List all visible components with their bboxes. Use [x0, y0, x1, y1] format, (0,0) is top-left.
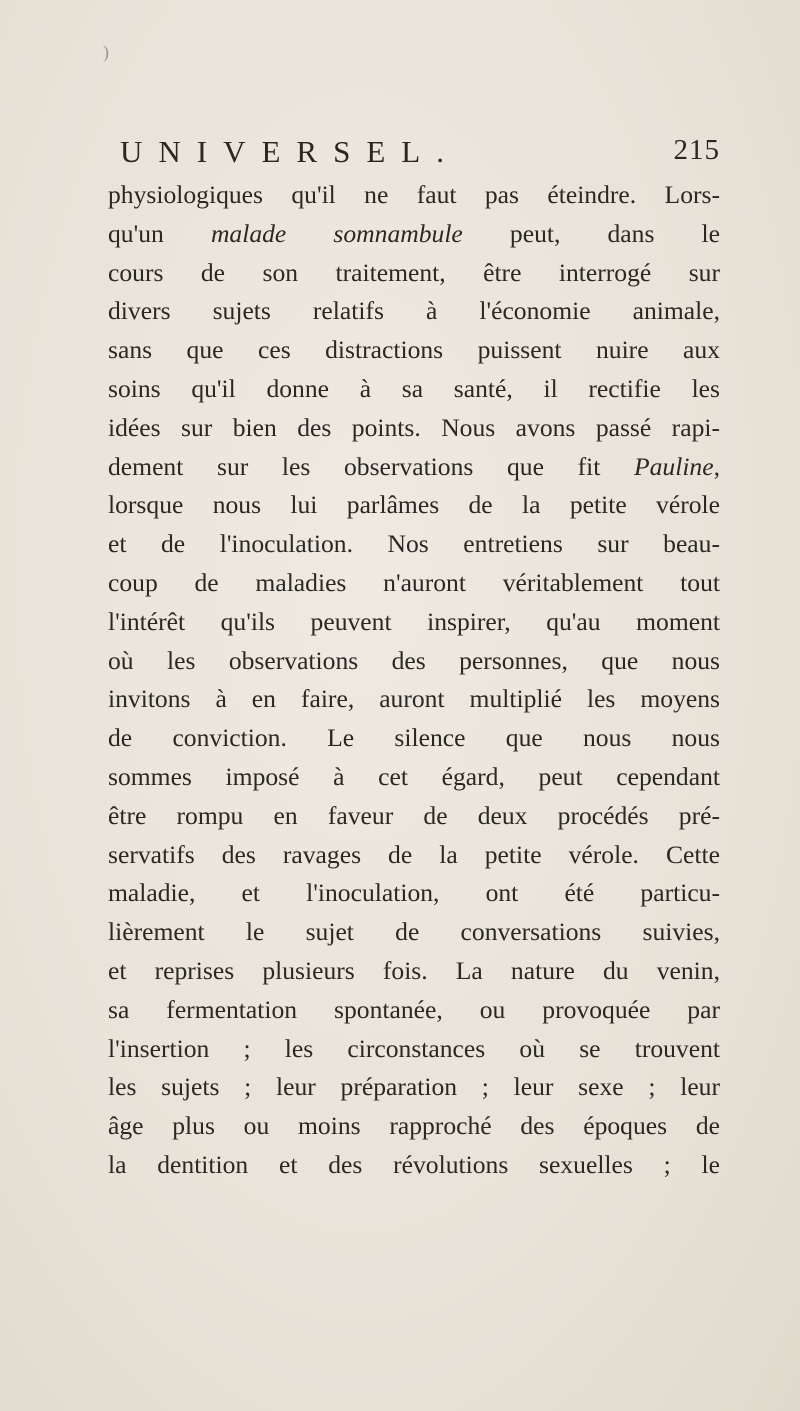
text-line: coup de maladies n'auront véritablement tout: [108, 567, 720, 597]
page-blemish: ): [103, 42, 109, 62]
text-line: et de l'inoculation. Nos entretiens sur beau-: [108, 529, 720, 559]
text-line: idées sur bien des points. Nous avons passé rapi-: [108, 412, 720, 442]
text-line: sa fermentation spontanée, ou provoquée par: [108, 994, 720, 1024]
text-line: et reprises plusieurs fois. La nature du venin,: [108, 955, 720, 985]
text-line: âge plus ou moins rapproché des époques de: [108, 1111, 720, 1141]
running-head: UNIVERSEL.: [120, 134, 460, 169]
text-line: l'intérêt qu'ils peuvent inspirer, qu'au moment: [108, 606, 720, 636]
text-line: être rompu en faveur de deux procédés pré-: [108, 800, 720, 830]
text-line: sommes imposé à cet égard, peut cependant: [108, 761, 720, 791]
italic-text: malade somnambule: [210, 218, 463, 248]
text-line: dement sur les observations que fit Pauline,: [108, 451, 720, 481]
text-line: lièrement le sujet de conversations suivies,: [108, 917, 720, 947]
text-line: servatifs des ravages de la petite vérole. Cette: [108, 839, 720, 869]
text-line: cours de son traitement, être interrogé sur: [108, 257, 720, 287]
text-line: où les observations des personnes, que nous: [108, 645, 720, 675]
text-line: divers sujets relatifs à l'économie animale,: [108, 296, 720, 326]
page-number: 215: [673, 134, 720, 166]
text-line: soins qu'il donne à sa santé, il rectifie les: [108, 373, 720, 403]
text-line: qu'un malade somnambule peut, dans le: [108, 218, 721, 248]
text-line: les sujets ; leur préparation ; leur sexe ; leur: [108, 1072, 720, 1102]
text-line: physiologiques qu'il ne faut pas éteindre. Lors-: [108, 180, 720, 209]
italic-text: Pauline: [633, 451, 714, 481]
text-line: l'insertion ; les circonstances où se trouvent: [108, 1033, 720, 1063]
text-line: sans que ces distractions puissent nuire aux: [108, 335, 720, 365]
text-line: maladie, et l'inoculation, ont été particu-: [108, 878, 720, 908]
page-header: [120, 134, 720, 174]
body-text: [108, 176, 720, 1185]
text-line: lorsque nous lui parlâmes de la petite vérole: [108, 490, 720, 520]
text-line: la dentition et des révolutions sexuelles ; le: [108, 1149, 720, 1179]
text-line: invitons à en faire, auront multiplié les moyens: [108, 684, 720, 714]
text-line: de conviction. Le silence que nous nous: [108, 723, 720, 753]
